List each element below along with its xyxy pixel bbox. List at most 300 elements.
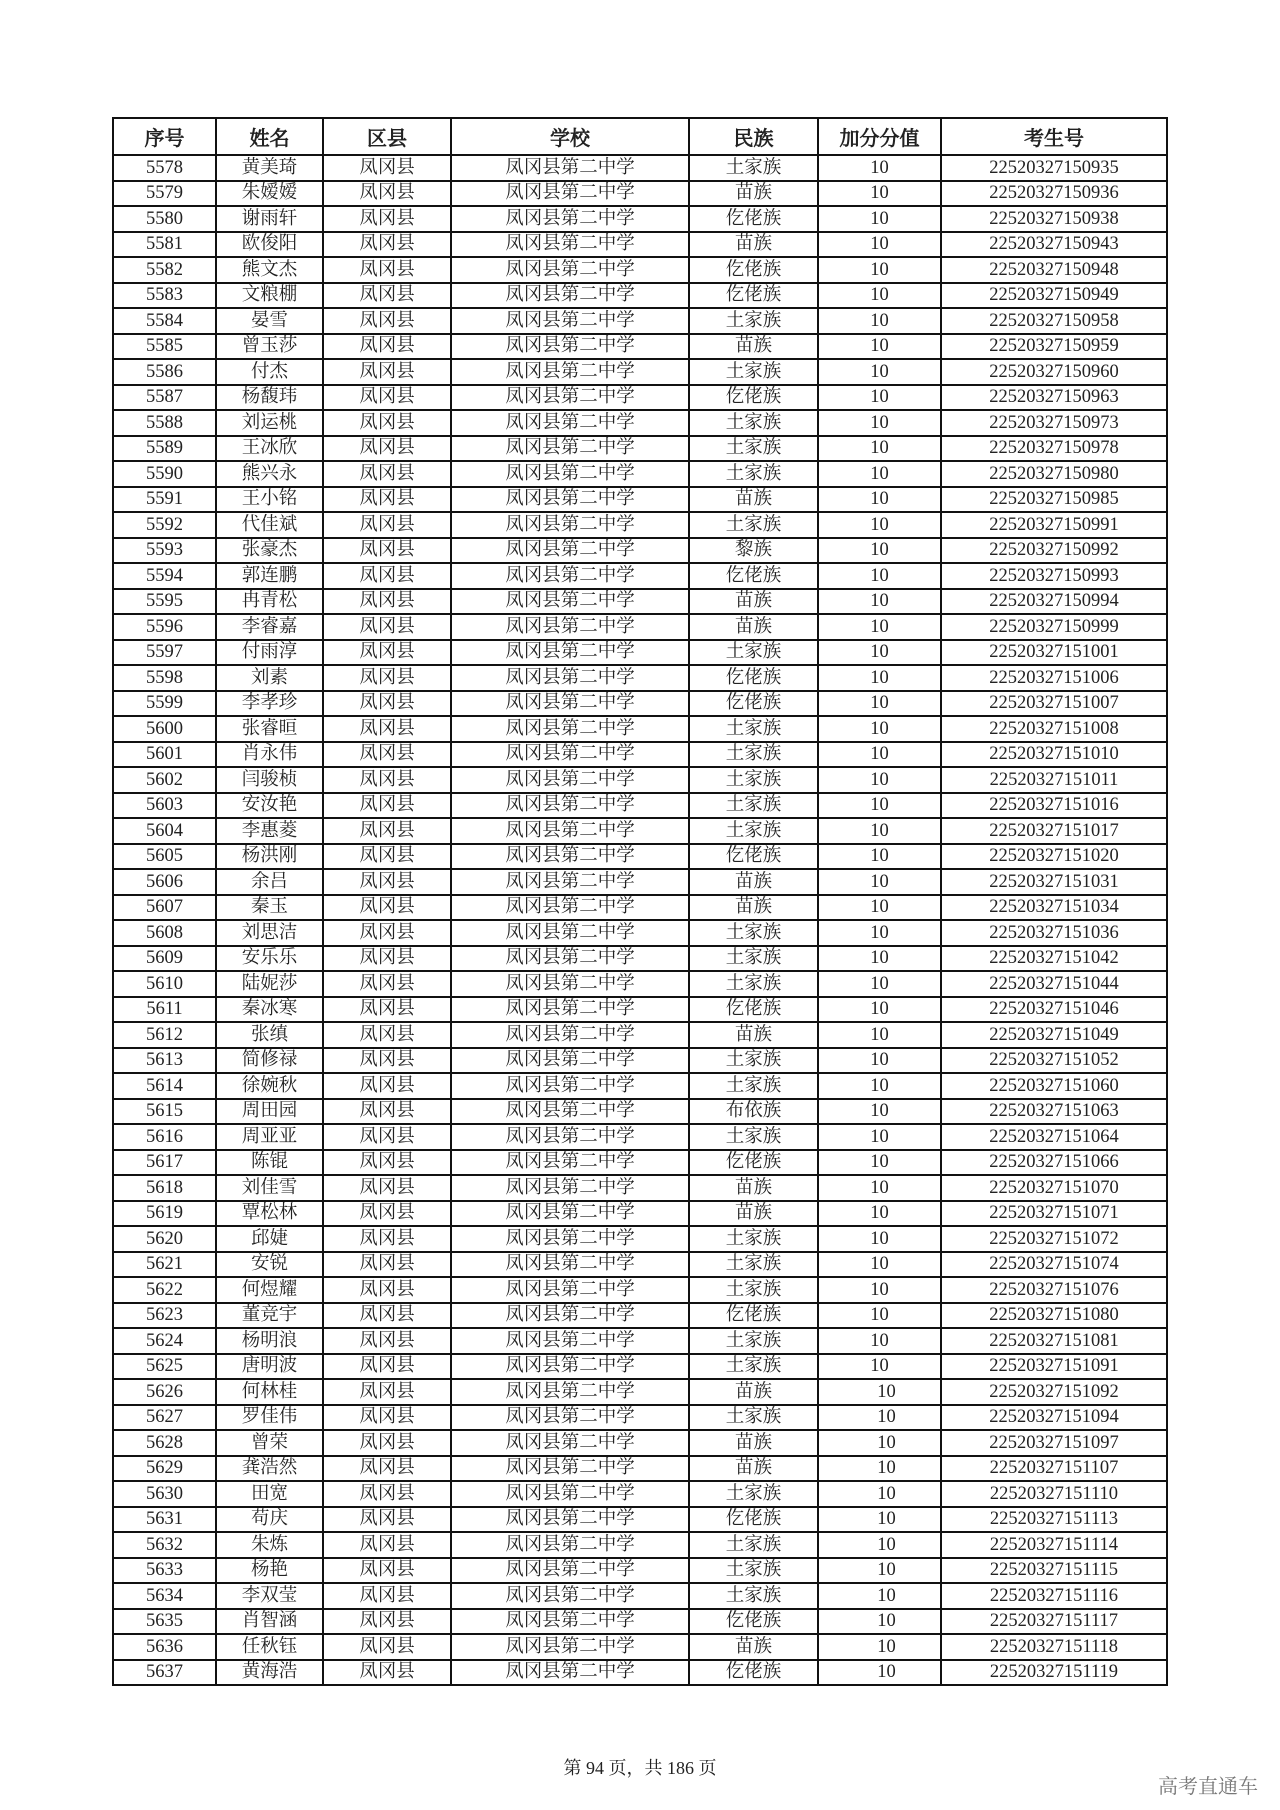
cell-exam-id: 22520327150994 — [941, 589, 1167, 615]
cell-ethnicity: 土家族 — [689, 1405, 818, 1431]
table-row — [113, 1073, 1167, 1099]
cell-school: 凤冈县第二中学 — [451, 1354, 689, 1380]
table-row — [113, 1660, 1167, 1686]
cell-bonus: 10 — [818, 512, 941, 538]
cell-index: 5592 — [113, 512, 216, 538]
cell-name: 熊兴永 — [216, 461, 323, 487]
cell-county: 凤冈县 — [323, 640, 451, 666]
cell-name: 邱婕 — [216, 1226, 323, 1252]
cell-exam-id: 22520327151011 — [941, 767, 1167, 793]
cell-county: 凤冈县 — [323, 1099, 451, 1125]
cell-index: 5611 — [113, 997, 216, 1023]
cell-school: 凤冈县第二中学 — [451, 1507, 689, 1533]
cell-name: 闫骏桢 — [216, 767, 323, 793]
table-row — [113, 767, 1167, 793]
cell-county: 凤冈县 — [323, 614, 451, 640]
cell-exam-id: 22520327151007 — [941, 691, 1167, 717]
table-row — [113, 283, 1167, 309]
cell-index: 5615 — [113, 1099, 216, 1125]
cell-ethnicity: 苗族 — [689, 1379, 818, 1405]
cell-exam-id: 22520327150958 — [941, 308, 1167, 334]
cell-exam-id: 22520327151110 — [941, 1481, 1167, 1507]
cell-index: 5619 — [113, 1201, 216, 1227]
cell-county: 凤冈县 — [323, 1660, 451, 1686]
cell-county: 凤冈县 — [323, 1022, 451, 1048]
cell-exam-id: 22520327151064 — [941, 1124, 1167, 1150]
cell-school: 凤冈县第二中学 — [451, 1558, 689, 1584]
cell-ethnicity: 仡佬族 — [689, 1507, 818, 1533]
cell-index: 5628 — [113, 1430, 216, 1456]
cell-bonus: 10 — [818, 1354, 941, 1380]
cell-index: 5579 — [113, 181, 216, 207]
cell-index: 5583 — [113, 283, 216, 309]
cell-index: 5618 — [113, 1175, 216, 1201]
cell-school: 凤冈县第二中学 — [451, 1379, 689, 1405]
header-name: 姓名 — [216, 118, 323, 155]
cell-school: 凤冈县第二中学 — [451, 1252, 689, 1278]
cell-school: 凤冈县第二中学 — [451, 283, 689, 309]
cell-exam-id: 22520327150973 — [941, 410, 1167, 436]
watermark: 高考直通车 — [1158, 1774, 1258, 1798]
cell-ethnicity: 土家族 — [689, 1328, 818, 1354]
cell-index: 5598 — [113, 665, 216, 691]
table-row — [113, 1430, 1167, 1456]
cell-name: 李睿嘉 — [216, 614, 323, 640]
cell-index: 5589 — [113, 436, 216, 462]
cell-exam-id: 22520327151020 — [941, 844, 1167, 870]
cell-name: 刘素 — [216, 665, 323, 691]
cell-ethnicity: 苗族 — [689, 614, 818, 640]
cell-bonus: 10 — [818, 257, 941, 283]
cell-ethnicity: 苗族 — [689, 1634, 818, 1660]
cell-index: 5596 — [113, 614, 216, 640]
cell-ethnicity: 土家族 — [689, 461, 818, 487]
table-row — [113, 614, 1167, 640]
cell-index: 5608 — [113, 920, 216, 946]
cell-ethnicity: 土家族 — [689, 436, 818, 462]
cell-exam-id: 22520327150936 — [941, 181, 1167, 207]
cell-bonus: 10 — [818, 1175, 941, 1201]
cell-index: 5614 — [113, 1073, 216, 1099]
cell-school: 凤冈县第二中学 — [451, 487, 689, 513]
cell-ethnicity: 苗族 — [689, 232, 818, 258]
cell-school: 凤冈县第二中学 — [451, 691, 689, 717]
cell-bonus: 10 — [818, 538, 941, 564]
cell-ethnicity: 土家族 — [689, 1226, 818, 1252]
cell-county: 凤冈县 — [323, 920, 451, 946]
cell-ethnicity: 土家族 — [689, 155, 818, 181]
cell-index: 5630 — [113, 1481, 216, 1507]
cell-bonus: 10 — [818, 461, 941, 487]
cell-county: 凤冈县 — [323, 155, 451, 181]
table-row — [113, 512, 1167, 538]
header-index: 序号 — [113, 118, 216, 155]
cell-county: 凤冈县 — [323, 844, 451, 870]
cell-school: 凤冈县第二中学 — [451, 640, 689, 666]
cell-school: 凤冈县第二中学 — [451, 1201, 689, 1227]
header-exam-id: 考生号 — [941, 118, 1167, 155]
cell-school: 凤冈县第二中学 — [451, 1277, 689, 1303]
cell-exam-id: 22520327151097 — [941, 1430, 1167, 1456]
table-row — [113, 1124, 1167, 1150]
cell-ethnicity: 土家族 — [689, 1277, 818, 1303]
cell-bonus: 10 — [818, 155, 941, 181]
cell-bonus: 10 — [818, 1099, 941, 1125]
cell-index: 5597 — [113, 640, 216, 666]
cell-ethnicity: 土家族 — [689, 359, 818, 385]
cell-name: 肖智涵 — [216, 1609, 323, 1635]
cell-exam-id: 22520327151046 — [941, 997, 1167, 1023]
cell-index: 5624 — [113, 1328, 216, 1354]
cell-bonus: 10 — [818, 1456, 941, 1482]
cell-index: 5612 — [113, 1022, 216, 1048]
table-row — [113, 1354, 1167, 1380]
cell-bonus: 10 — [818, 1150, 941, 1176]
table-row — [113, 1558, 1167, 1584]
table-row — [113, 1175, 1167, 1201]
cell-bonus: 10 — [818, 181, 941, 207]
cell-index: 5620 — [113, 1226, 216, 1252]
cell-index: 5627 — [113, 1405, 216, 1431]
table-row — [113, 589, 1167, 615]
header-ethnicity: 民族 — [689, 118, 818, 155]
cell-ethnicity: 土家族 — [689, 716, 818, 742]
cell-county: 凤冈县 — [323, 385, 451, 411]
bonus-points-table — [112, 117, 1168, 1686]
cell-school: 凤冈县第二中学 — [451, 742, 689, 768]
table-row — [113, 1634, 1167, 1660]
cell-county: 凤冈县 — [323, 589, 451, 615]
cell-exam-id: 22520327151036 — [941, 920, 1167, 946]
cell-bonus: 10 — [818, 1201, 941, 1227]
cell-index: 5588 — [113, 410, 216, 436]
cell-index: 5599 — [113, 691, 216, 717]
cell-ethnicity: 仡佬族 — [689, 665, 818, 691]
table-row — [113, 1150, 1167, 1176]
cell-exam-id: 22520327151006 — [941, 665, 1167, 691]
cell-county: 凤冈县 — [323, 1532, 451, 1558]
cell-index: 5609 — [113, 946, 216, 972]
cell-name: 何煜耀 — [216, 1277, 323, 1303]
header-school: 学校 — [451, 118, 689, 155]
cell-index: 5593 — [113, 538, 216, 564]
table-row — [113, 1303, 1167, 1329]
table-row — [113, 1099, 1167, 1125]
cell-bonus: 10 — [818, 920, 941, 946]
table-row — [113, 1379, 1167, 1405]
cell-ethnicity: 土家族 — [689, 1252, 818, 1278]
cell-name: 肖永伟 — [216, 742, 323, 768]
cell-bonus: 10 — [818, 614, 941, 640]
cell-county: 凤冈县 — [323, 997, 451, 1023]
cell-bonus: 10 — [818, 1048, 941, 1074]
cell-ethnicity: 仡佬族 — [689, 257, 818, 283]
cell-ethnicity: 土家族 — [689, 971, 818, 997]
cell-county: 凤冈县 — [323, 359, 451, 385]
cell-school: 凤冈县第二中学 — [451, 1405, 689, 1431]
cell-name: 安锐 — [216, 1252, 323, 1278]
cell-ethnicity: 仡佬族 — [689, 1303, 818, 1329]
cell-county: 凤冈县 — [323, 1583, 451, 1609]
table-header-row — [113, 118, 1167, 155]
cell-index: 5606 — [113, 869, 216, 895]
cell-exam-id: 22520327151049 — [941, 1022, 1167, 1048]
cell-name: 王小铭 — [216, 487, 323, 513]
cell-county: 凤冈县 — [323, 334, 451, 360]
cell-name: 熊文杰 — [216, 257, 323, 283]
cell-county: 凤冈县 — [323, 1354, 451, 1380]
cell-ethnicity: 土家族 — [689, 640, 818, 666]
cell-name: 徐婉秋 — [216, 1073, 323, 1099]
cell-index: 5595 — [113, 589, 216, 615]
cell-county: 凤冈县 — [323, 1124, 451, 1150]
cell-name: 安乐乐 — [216, 946, 323, 972]
cell-exam-id: 22520327150948 — [941, 257, 1167, 283]
cell-exam-id: 22520327150980 — [941, 461, 1167, 487]
cell-school: 凤冈县第二中学 — [451, 1328, 689, 1354]
cell-school: 凤冈县第二中学 — [451, 334, 689, 360]
cell-name: 龚浩然 — [216, 1456, 323, 1482]
cell-school: 凤冈县第二中学 — [451, 895, 689, 921]
cell-index: 5621 — [113, 1252, 216, 1278]
table-row — [113, 1609, 1167, 1635]
cell-ethnicity: 苗族 — [689, 869, 818, 895]
cell-index: 5581 — [113, 232, 216, 258]
cell-exam-id: 22520327151063 — [941, 1099, 1167, 1125]
cell-ethnicity: 土家族 — [689, 308, 818, 334]
cell-index: 5631 — [113, 1507, 216, 1533]
cell-name: 晏雪 — [216, 308, 323, 334]
cell-name: 秦冰寒 — [216, 997, 323, 1023]
cell-ethnicity: 苗族 — [689, 589, 818, 615]
cell-name: 田宽 — [216, 1481, 323, 1507]
cell-exam-id: 22520327150993 — [941, 563, 1167, 589]
cell-school: 凤冈县第二中学 — [451, 869, 689, 895]
cell-school: 凤冈县第二中学 — [451, 385, 689, 411]
cell-exam-id: 22520327151117 — [941, 1609, 1167, 1635]
cell-name: 刘思洁 — [216, 920, 323, 946]
cell-bonus: 10 — [818, 1124, 941, 1150]
cell-school: 凤冈县第二中学 — [451, 589, 689, 615]
cell-name: 杨馥玮 — [216, 385, 323, 411]
cell-school: 凤冈县第二中学 — [451, 1532, 689, 1558]
cell-name: 张缜 — [216, 1022, 323, 1048]
table-row — [113, 155, 1167, 181]
cell-name: 覃松林 — [216, 1201, 323, 1227]
cell-index: 5586 — [113, 359, 216, 385]
cell-ethnicity: 苗族 — [689, 1175, 818, 1201]
cell-exam-id: 22520327151076 — [941, 1277, 1167, 1303]
cell-county: 凤冈县 — [323, 742, 451, 768]
cell-bonus: 10 — [818, 1405, 941, 1431]
cell-exam-id: 22520327151052 — [941, 1048, 1167, 1074]
cell-bonus: 10 — [818, 1583, 941, 1609]
cell-name: 董竞宇 — [216, 1303, 323, 1329]
cell-exam-id: 22520327150985 — [941, 487, 1167, 513]
cell-exam-id: 22520327151114 — [941, 1532, 1167, 1558]
cell-county: 凤冈县 — [323, 512, 451, 538]
cell-bonus: 10 — [818, 1022, 941, 1048]
cell-ethnicity: 土家族 — [689, 1583, 818, 1609]
cell-index: 5600 — [113, 716, 216, 742]
cell-school: 凤冈县第二中学 — [451, 512, 689, 538]
cell-county: 凤冈县 — [323, 971, 451, 997]
cell-school: 凤冈县第二中学 — [451, 1150, 689, 1176]
cell-exam-id: 22520327150949 — [941, 283, 1167, 309]
cell-ethnicity: 苗族 — [689, 487, 818, 513]
cell-name: 任秋钰 — [216, 1634, 323, 1660]
cell-name: 黄海浩 — [216, 1660, 323, 1686]
cell-exam-id: 22520327150999 — [941, 614, 1167, 640]
cell-name: 曾玉莎 — [216, 334, 323, 360]
cell-bonus: 10 — [818, 1609, 941, 1635]
cell-county: 凤冈县 — [323, 487, 451, 513]
cell-school: 凤冈县第二中学 — [451, 155, 689, 181]
cell-ethnicity: 土家族 — [689, 920, 818, 946]
cell-bonus: 10 — [818, 1328, 941, 1354]
header-county: 区县 — [323, 118, 451, 155]
cell-index: 5603 — [113, 793, 216, 819]
cell-school: 凤冈县第二中学 — [451, 308, 689, 334]
cell-exam-id: 22520327151081 — [941, 1328, 1167, 1354]
cell-bonus: 10 — [818, 334, 941, 360]
cell-ethnicity: 仡佬族 — [689, 1660, 818, 1686]
cell-ethnicity: 土家族 — [689, 793, 818, 819]
cell-county: 凤冈县 — [323, 538, 451, 564]
cell-bonus: 10 — [818, 895, 941, 921]
cell-index: 5622 — [113, 1277, 216, 1303]
cell-county: 凤冈县 — [323, 946, 451, 972]
cell-school: 凤冈县第二中学 — [451, 716, 689, 742]
cell-index: 5617 — [113, 1150, 216, 1176]
cell-exam-id: 22520327151115 — [941, 1558, 1167, 1584]
cell-bonus: 10 — [818, 665, 941, 691]
cell-county: 凤冈县 — [323, 767, 451, 793]
cell-bonus: 10 — [818, 1481, 941, 1507]
table-row — [113, 640, 1167, 666]
cell-school: 凤冈县第二中学 — [451, 181, 689, 207]
cell-county: 凤冈县 — [323, 1634, 451, 1660]
cell-bonus: 10 — [818, 232, 941, 258]
cell-school: 凤冈县第二中学 — [451, 920, 689, 946]
cell-ethnicity: 苗族 — [689, 1456, 818, 1482]
cell-ethnicity: 布依族 — [689, 1099, 818, 1125]
cell-ethnicity: 仡佬族 — [689, 283, 818, 309]
cell-school: 凤冈县第二中学 — [451, 1456, 689, 1482]
cell-school: 凤冈县第二中学 — [451, 1634, 689, 1660]
cell-bonus: 10 — [818, 1507, 941, 1533]
cell-county: 凤冈县 — [323, 1328, 451, 1354]
cell-county: 凤冈县 — [323, 895, 451, 921]
cell-school: 凤冈县第二中学 — [451, 971, 689, 997]
cell-exam-id: 22520327150991 — [941, 512, 1167, 538]
cell-school: 凤冈县第二中学 — [451, 359, 689, 385]
cell-ethnicity: 土家族 — [689, 410, 818, 436]
table-row — [113, 1328, 1167, 1354]
cell-ethnicity: 土家族 — [689, 767, 818, 793]
cell-ethnicity: 仡佬族 — [689, 206, 818, 232]
cell-index: 5580 — [113, 206, 216, 232]
cell-county: 凤冈县 — [323, 283, 451, 309]
cell-bonus: 10 — [818, 818, 941, 844]
cell-exam-id: 22520327151016 — [941, 793, 1167, 819]
cell-bonus: 10 — [818, 742, 941, 768]
cell-county: 凤冈县 — [323, 1226, 451, 1252]
cell-county: 凤冈县 — [323, 232, 451, 258]
cell-name: 朱嫒嫒 — [216, 181, 323, 207]
cell-name: 李惠菱 — [216, 818, 323, 844]
cell-school: 凤冈县第二中学 — [451, 997, 689, 1023]
cell-exam-id: 22520327150935 — [941, 155, 1167, 181]
cell-school: 凤冈县第二中学 — [451, 1660, 689, 1686]
cell-bonus: 10 — [818, 869, 941, 895]
table-row — [113, 920, 1167, 946]
cell-county: 凤冈县 — [323, 461, 451, 487]
cell-exam-id: 22520327151060 — [941, 1073, 1167, 1099]
cell-bonus: 10 — [818, 793, 941, 819]
cell-school: 凤冈县第二中学 — [451, 206, 689, 232]
cell-exam-id: 22520327151066 — [941, 1150, 1167, 1176]
table-row — [113, 1481, 1167, 1507]
cell-county: 凤冈县 — [323, 181, 451, 207]
cell-county: 凤冈县 — [323, 410, 451, 436]
cell-index: 5584 — [113, 308, 216, 334]
cell-bonus: 10 — [818, 308, 941, 334]
cell-school: 凤冈县第二中学 — [451, 767, 689, 793]
cell-index: 5605 — [113, 844, 216, 870]
cell-index: 5594 — [113, 563, 216, 589]
cell-school: 凤冈县第二中学 — [451, 1022, 689, 1048]
cell-index: 5610 — [113, 971, 216, 997]
cell-name: 杨洪刚 — [216, 844, 323, 870]
cell-bonus: 10 — [818, 1252, 941, 1278]
cell-name: 周田园 — [216, 1099, 323, 1125]
table-row — [113, 691, 1167, 717]
cell-exam-id: 22520327150938 — [941, 206, 1167, 232]
cell-index: 5635 — [113, 1609, 216, 1635]
cell-bonus: 10 — [818, 1226, 941, 1252]
cell-name: 杨艳 — [216, 1558, 323, 1584]
cell-county: 凤冈县 — [323, 1150, 451, 1176]
cell-index: 5604 — [113, 818, 216, 844]
cell-ethnicity: 仡佬族 — [689, 691, 818, 717]
cell-exam-id: 22520327150992 — [941, 538, 1167, 564]
table-row — [113, 1252, 1167, 1278]
cell-index: 5634 — [113, 1583, 216, 1609]
table-row — [113, 1532, 1167, 1558]
cell-bonus: 10 — [818, 436, 941, 462]
cell-county: 凤冈县 — [323, 1558, 451, 1584]
cell-bonus: 10 — [818, 997, 941, 1023]
cell-county: 凤冈县 — [323, 665, 451, 691]
cell-county: 凤冈县 — [323, 716, 451, 742]
table-row — [113, 716, 1167, 742]
cell-county: 凤冈县 — [323, 1073, 451, 1099]
cell-county: 凤冈县 — [323, 1277, 451, 1303]
table-row — [113, 997, 1167, 1023]
cell-index: 5636 — [113, 1634, 216, 1660]
cell-school: 凤冈县第二中学 — [451, 1303, 689, 1329]
table-row — [113, 1048, 1167, 1074]
cell-name: 张睿晅 — [216, 716, 323, 742]
cell-bonus: 10 — [818, 385, 941, 411]
cell-name: 文粮棚 — [216, 283, 323, 309]
cell-ethnicity: 仡佬族 — [689, 563, 818, 589]
cell-index: 5637 — [113, 1660, 216, 1686]
cell-name: 刘佳雪 — [216, 1175, 323, 1201]
cell-school: 凤冈县第二中学 — [451, 410, 689, 436]
cell-name: 刘运桃 — [216, 410, 323, 436]
